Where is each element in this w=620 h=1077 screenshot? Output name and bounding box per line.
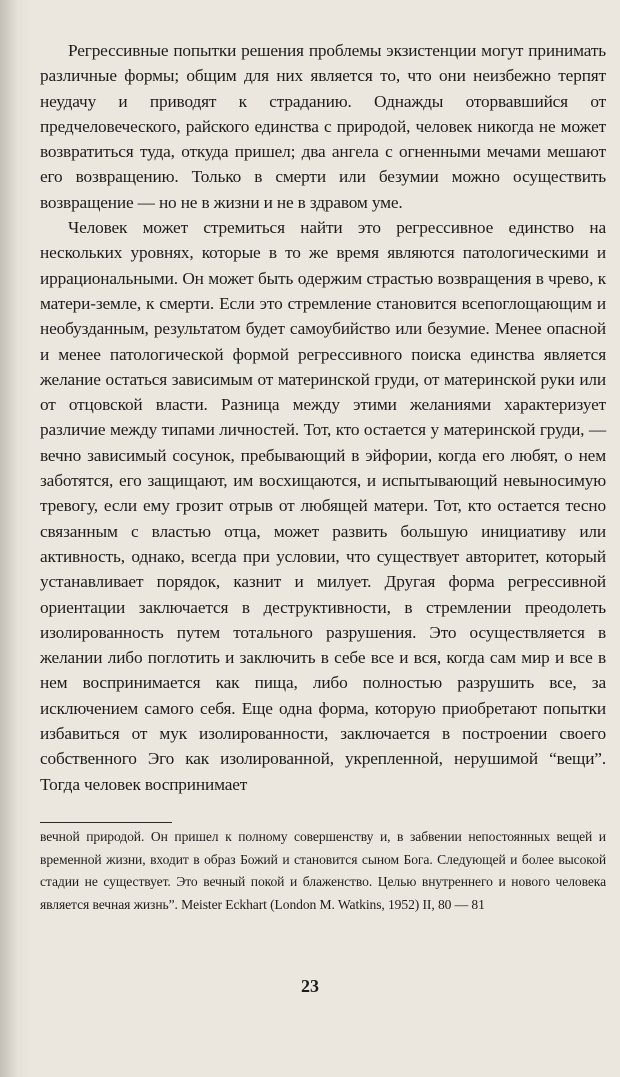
footnote bbox=[40, 826, 606, 916]
footnote-text: вечной природой. Он пришел к полному совершенству и, в забвении непостоянных вещей и временной жизни, входит в образ Божий и становится сыном Бога. Следующей и более высокой стадии не существует. Это вечный покой и блаженство. Целью внутреннего и нового человека является вечная жизнь”. Meister Eckhart (London M. Watkins, 1952) II, 80 — 81 bbox=[40, 829, 606, 912]
page-number: 23 bbox=[301, 976, 319, 996]
paragraph-2: Человек может стремиться найти это регрессивное единство на нескольких уровнях, которые в то же время являются патологическими и иррациональными. Он может быть одержим страстью возвращения в чрево, к матери-земле, к смерти. Если это стремление становится всепоглощающим и необузданным, результатом будет самоубийство или безумие. Менее опасной и менее патологической формой регрессивного поиска единства является желание остаться зависимым от материнской груди, от материнской руки или от отцовской власти. Разница между этими желаниями характеризует различие между типами личностей. Тот, кто остается у материнской груди, — вечно зависимый сосунок, пребывающий в эйфории, когда его любят, о нем заботятся, его защищают, им восхищаются, и испытывающий невыносимую тревогу, если ему грозит отрыв от любящей матери. Тот, кто остается тесно связанным с властью отца, может развить большую инициативу или активность, однако, всегда при условии, что существует авторитет, который устанавливает порядок, казнит и милует. Другая форма регрессивной ориентации заключается в деструктивности, в стремлении преодолеть изолированность путем тотального разрушения. Это осуществляется в желании либо поглотить и заключить в себе все и вся, когда сам мир и все в нем воспринимается как пища, либо полностью разрушить все, за исключением самого себя. Еще одна форма, которую приобретают попытки избавиться от мук изолированности, заключается в построении своего собственного Эго как изолированной, укрепленной, нерушимой “вещи”. Тогда человек воспринимает bbox=[40, 218, 606, 794]
main-text bbox=[40, 38, 606, 797]
footnote-divider bbox=[40, 822, 172, 823]
paragraph-1: Регрессивные попытки решения проблемы экзистенции могут принимать различные формы; общим для них является то, что они неизбежно терпят неудачу и приводят к страданию. Однажды оторвавшийся от предчеловеческого, райского единства с природой, человек никогда не может возвратиться туда, откуда пришел; два ангела с огненными мечами мешают его возвращению. Только в смерти или безумии можно осуществить возвращение — но не в жизни и не в здравом уме. bbox=[40, 41, 606, 212]
